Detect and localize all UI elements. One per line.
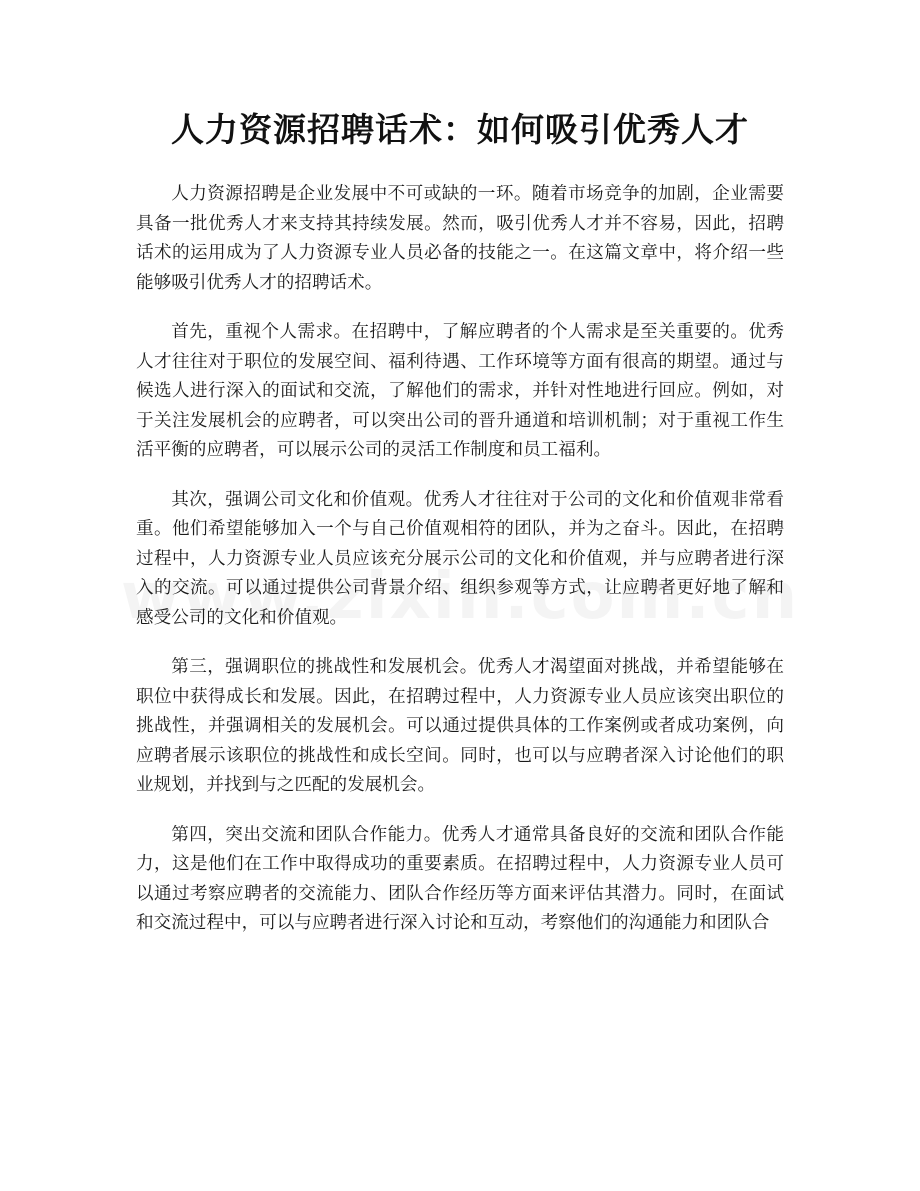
paragraph-challenge-growth: 第三，强调职位的挑战性和发展机会。优秀人才渴望面对挑战，并希望能够在职位中获得成长和发展。因此，在招聘过程中，人力资源专业人员应该突出职位的挑战性，并强调相关的发展机会。可以通过提供具体的工作案例或者成功案例，向应聘者展示该职位的挑战性和成长空间。同时，也可以与应聘者深入讨论他们的职业规划，并找到与之匹配的发展机会。 — [136, 657, 784, 795]
page-title: 人力资源招聘话术：如何吸引优秀人才 — [171, 110, 749, 149]
paragraph-personal-needs: 首先，重视个人需求。在招聘中，了解应聘者的个人需求是至关重要的。优秀人才往往对于职位的发展空间、福利待遇、工作环境等方面有很高的期望。通过与候选人进行深入的面试和交流，了解他们的需求，并针对性地进行回应。例如，对于关注发展机会的应聘者，可以突出公司的晋升通道和培训机制；对于重视工作生活平衡的应聘者，可以展示公司的灵活工作制度和员工福利。 — [136, 322, 784, 460]
paragraph-teamwork: 第四，突出交流和团队合作能力。优秀人才通常具备良好的交流和团队合作能力，这是他们在工作中取得成功的重要素质。在招聘过程中，人力资源专业人员可以通过考察应聘者的交流能力、团队合作经历等方面来评估其潜力。同时，在面试和交流过程中，可以与应聘者进行深入讨论和互动，考察他们的沟通能力和团队合 — [136, 824, 784, 933]
paragraph-intro: 人力资源招聘是企业发展中不可或缺的一环。随着市场竞争的加剧，企业需要具备一批优秀人才来支持其持续发展。然而，吸引优秀人才并不容易，因此，招聘话术的运用成为了人力资源专业人员必备的技能之一。在这篇文章中，将介绍一些能够吸引优秀人才的招聘话术。 — [136, 184, 784, 293]
paragraph-company-culture: 其次，强调公司文化和价值观。优秀人才往往对于公司的文化和价值观非常看重。他们希望能够加入一个与自己价值观相符的团队，并为之奋斗。因此，在招聘过程中，人力资源专业人员应该充分展示公司的文化和价值观，并与应聘者进行深入的交流。可以通过提供公司背景介绍、组织参观等方式，让应聘者更好地了解和感受公司的文化和价值观。 — [136, 489, 784, 628]
document-body — [136, 180, 784, 959]
